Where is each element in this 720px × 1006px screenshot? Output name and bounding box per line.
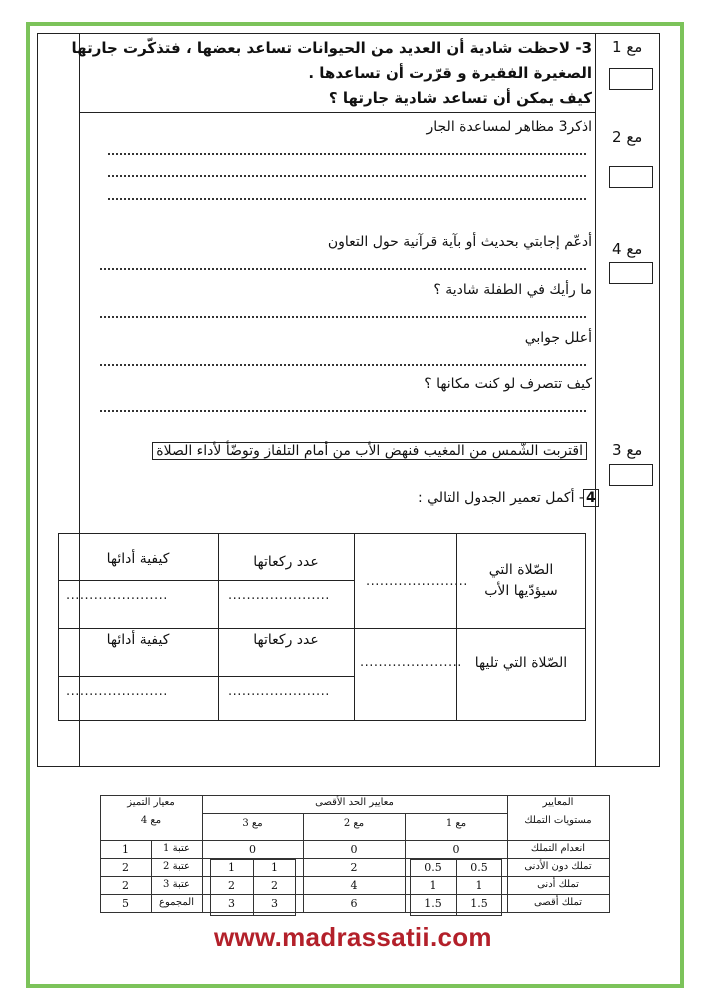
mark-label-c4: مع 4	[612, 240, 643, 258]
answer-line[interactable]	[108, 153, 586, 155]
mark-label-c2: مع 2	[612, 128, 643, 146]
q3-line2: الصغيرة الفقيرة و قرّرت أن تساعدها .	[308, 64, 592, 82]
row1-label-a: الصّلاة التي	[488, 562, 554, 578]
score-value: 2	[271, 879, 278, 892]
scenario-text: اقتربت الشّمس من المغيب فنهض الأب من أمام التلفاز وتوضّأ لأداء الصلاة	[152, 442, 587, 460]
score-value: 1	[228, 861, 235, 874]
level-label: تملك أقصى	[533, 897, 583, 908]
table-divider	[58, 628, 586, 629]
answer-line[interactable]	[100, 268, 586, 270]
criteria-header: المعايير	[542, 797, 574, 808]
table-divider	[354, 533, 355, 721]
score-value: 1	[475, 879, 483, 892]
score-value: 1	[271, 861, 278, 874]
mark-label-c3: مع 3	[612, 441, 643, 459]
grid-line	[100, 894, 610, 895]
opinion-prompt-3: أعلل جوابي	[524, 330, 592, 346]
mark-box-c2[interactable]	[609, 166, 653, 188]
c1-header: مع 1	[445, 818, 467, 829]
col-how-header: كيفية أدائها	[106, 551, 170, 567]
score-value: 2	[228, 879, 235, 892]
mark-column-divider	[595, 33, 596, 767]
mark-label-c1: مع 1	[612, 38, 643, 56]
score-value: 4	[350, 879, 358, 892]
excellence-header: معيار التميز	[127, 797, 175, 808]
level-label: انعدام التملك	[530, 843, 586, 854]
grid-line	[100, 876, 610, 877]
q3-line3: كيف يمكن أن تساعد شادية جارتها ؟	[328, 89, 592, 107]
answer-line[interactable]	[108, 198, 586, 200]
prayer-name-blank[interactable]: ......................	[366, 574, 468, 589]
grid-line	[202, 813, 507, 814]
site-logo[interactable]: www.madrassatii.com	[214, 922, 492, 952]
table-divider	[58, 580, 354, 581]
count-blank[interactable]: ......................	[228, 588, 330, 603]
score-value: 1	[122, 843, 129, 856]
q3-line1: 3- لاحظت شادية أن العديد من الحيوانات تساعد بعضها ، فتذكّرت جارتها	[71, 39, 592, 57]
score-value: 0	[452, 843, 460, 856]
mark-box-c3[interactable]	[609, 464, 653, 486]
score-value: 1.5	[470, 897, 488, 910]
col-count-header: عدد ركعاتها	[253, 632, 319, 648]
answer-line[interactable]	[100, 410, 586, 412]
score-value: 0.5	[470, 861, 488, 874]
table-divider	[58, 676, 354, 677]
threshold-label: عتبة 1	[163, 843, 190, 854]
count-blank[interactable]: ......................	[228, 684, 330, 699]
score-value: 3	[271, 897, 278, 910]
how-blank[interactable]: ......................	[66, 588, 168, 603]
score-value: 2	[350, 861, 358, 874]
level-label: تملك دون الأدنى	[524, 861, 592, 872]
col-count-header: عدد ركعاتها	[253, 554, 319, 570]
answer-line[interactable]	[108, 175, 586, 177]
score-value: 6	[350, 897, 358, 910]
opinion-prompt-2: ما رأيك في الطفلة شادية ؟	[433, 282, 592, 298]
score-value: 5	[122, 897, 129, 910]
c2-header: مع 2	[343, 818, 365, 829]
max-header: معايير الحد الأقصى	[315, 797, 394, 808]
c3-header: مع 3	[242, 818, 263, 829]
opinion-prompt-4: كيف تتصرف لو كنت مكانها ؟	[424, 376, 592, 392]
col-how-header: كيفية أدائها	[106, 632, 170, 648]
help-prompt: اذكر3 مظاهر لمساعدة الجار	[426, 119, 592, 135]
score-value: 0	[350, 843, 358, 856]
instruction-number: 4	[583, 489, 599, 507]
grid-line	[507, 795, 508, 913]
threshold-label: عتبة 2	[163, 861, 190, 872]
score-value: 3	[228, 897, 235, 910]
score-value: 0	[249, 843, 256, 856]
row2-label: الصّلاة التي تليها	[474, 655, 568, 671]
threshold-label: عتبة 3	[163, 879, 190, 890]
answer-line[interactable]	[100, 316, 586, 318]
score-value: 2	[122, 861, 129, 874]
answer-line[interactable]	[100, 364, 586, 366]
opinion-prompt-1: أدعّم إجابتي بحديث أو بآية قرآنية حول التعاون	[327, 234, 592, 250]
score-value: 1	[429, 879, 437, 892]
score-value: 2	[122, 879, 129, 892]
prayer-name-blank[interactable]: ......................	[360, 655, 462, 670]
row1-label-b: سيؤدّيها الأب	[484, 583, 558, 599]
mark-box-c4[interactable]	[609, 262, 653, 284]
levels-header: مستويات التملك	[524, 815, 592, 826]
grid-line	[100, 840, 610, 841]
total-label: المجموع	[159, 897, 194, 908]
table-instruction: - أكمل تعمير الجدول التالي :	[417, 490, 584, 506]
row-divider	[79, 112, 595, 113]
table-divider	[456, 533, 457, 721]
level-label: تملك أدنى	[537, 879, 579, 890]
mark-box-c1[interactable]	[609, 68, 653, 90]
score-value: 1.5	[424, 897, 442, 910]
how-blank[interactable]: ......................	[66, 684, 168, 699]
score-value: 0.5	[424, 861, 442, 874]
table-divider	[218, 533, 219, 721]
grid-line	[100, 858, 610, 859]
c4-header: مع 4	[140, 815, 162, 826]
